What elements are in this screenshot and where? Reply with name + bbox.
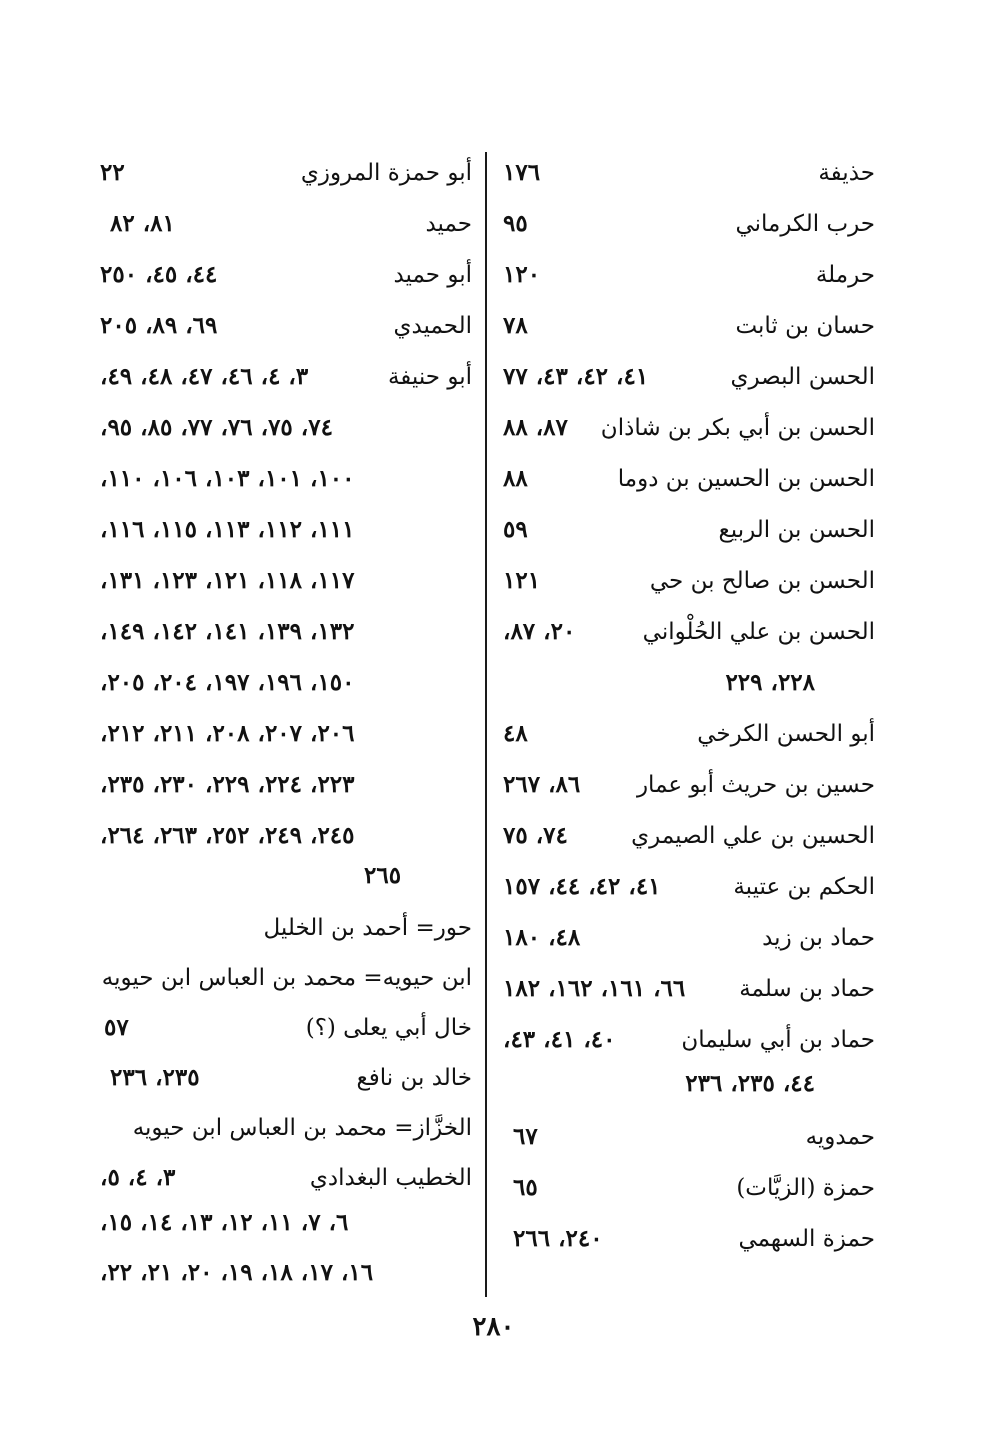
entry-pages: ١١١، ١١٢، ١١٣، ١١٥، ١١٦، xyxy=(100,516,355,543)
index-entry-continuation xyxy=(92,660,472,706)
entry-pages: ٣، ٤، ٤٦، ٤٧، ٤٨، ٤٩، xyxy=(100,363,309,390)
index-entry xyxy=(495,1165,875,1211)
index-entry xyxy=(495,711,875,757)
entry-pages: ١٠٠، ١٠١، ١٠٣، ١٠٦، ١١٠، xyxy=(100,465,355,492)
index-entry xyxy=(495,558,875,604)
entry-pages: ٤٤، ٢٣٥، ٢٣٦ xyxy=(685,1070,815,1097)
index-entry xyxy=(495,966,875,1012)
entry-pages: ٨٦، ٢٦٧ xyxy=(503,771,581,798)
entry-name: أبو حنيفة xyxy=(387,364,472,390)
entry-name: خال أبي يعلى (؟) xyxy=(305,1015,472,1041)
entry-pages: ١٧٦ xyxy=(503,159,541,186)
entry-name: حماد بن سلمة xyxy=(739,976,875,1002)
entry-pages: ٧٤، ٧٥، ٧٦، ٧٧، ٨٥، ٩٥، xyxy=(100,414,333,441)
entry-pages: ٩٥ xyxy=(503,210,528,237)
entry-pages: ١٣٢، ١٣٩، ١٤١، ١٤٢، ١٤٩، xyxy=(100,618,355,645)
index-entry-continuation xyxy=(92,711,472,757)
index-entry xyxy=(92,1155,472,1201)
index-entry xyxy=(495,507,875,553)
column-divider xyxy=(485,152,487,1297)
entry-name: الحسن بن الحسين بن دوما xyxy=(617,466,875,492)
index-entry xyxy=(495,1216,875,1262)
entry-name: الخزَّاز= محمد بن العباس ابن حيويه xyxy=(132,1115,472,1141)
entry-pages: ٦٧ xyxy=(513,1123,538,1150)
index-entry-continuation xyxy=(92,1200,472,1246)
entry-pages: ٤٤، ٤٥، ٢٥٠ xyxy=(100,261,218,288)
index-entry-continuation xyxy=(92,1250,472,1296)
index-entry-continuation xyxy=(495,660,875,706)
entry-pages: ٧٨ xyxy=(503,312,528,339)
entry-pages: ٢٢٣، ٢٢٤، ٢٢٩، ٢٣٠، ٢٣٥، xyxy=(100,771,355,798)
entry-name: الحسن بن صالح بن حي xyxy=(649,568,875,594)
index-entry-continuation xyxy=(92,405,472,451)
entry-name: الحسن بن علي الحُلْواني xyxy=(642,619,875,645)
entry-pages: ١١٧، ١١٨، ١٢١، ١٢٣، ١٣١، xyxy=(100,567,355,594)
index-entry xyxy=(92,1105,472,1151)
entry-pages: ٨٧، ٨٨ xyxy=(503,414,568,441)
index-entry xyxy=(495,456,875,502)
index-entry xyxy=(92,252,472,298)
entry-pages: ٢٢ xyxy=(100,159,125,186)
entry-pages: ٦٦، ١٦١، ١٦٢، ١٨٢ xyxy=(503,975,686,1002)
entry-pages: ٦، ٧، ١١، ١٢، ١٣، ١٤، ١٥، xyxy=(100,1209,349,1236)
index-entry xyxy=(92,150,472,196)
entry-pages: ٢٣٥، ٢٣٦ xyxy=(110,1064,200,1091)
entry-name: حمزة (الزيَّات) xyxy=(736,1175,875,1201)
entry-name: الحسن بن الربيع xyxy=(718,517,875,543)
index-entry-continuation xyxy=(495,1061,875,1107)
index-entry xyxy=(495,1114,875,1160)
entry-pages: ٤١، ٤٢، ٤٤، ١٥٧ xyxy=(503,873,661,900)
entry-pages: ١٢٠ xyxy=(503,261,541,288)
entry-pages: ٢٦٥ xyxy=(364,862,402,889)
entry-pages: ١٥٠، ١٩٦، ١٩٧، ٢٠٤، ٢٠٥، xyxy=(100,669,355,696)
entry-name: حرب الكرماني xyxy=(735,211,875,237)
entry-pages: ٨١، ٨٢ xyxy=(110,210,175,237)
entry-name: الحسن بن أبي بكر بن شاذان xyxy=(600,415,875,441)
index-entry xyxy=(495,405,875,451)
index-entry xyxy=(495,1017,875,1063)
page-number: ٢٨٠ xyxy=(472,1312,515,1342)
entry-name: الحسن البصري xyxy=(730,364,875,390)
index-entry xyxy=(495,864,875,910)
entry-name: حذيفة xyxy=(818,160,875,186)
index-entry-continuation xyxy=(92,609,472,655)
entry-pages: ٥٧ xyxy=(104,1014,129,1041)
index-entry xyxy=(495,150,875,196)
index-entry xyxy=(92,1005,472,1051)
index-entry xyxy=(495,303,875,349)
entry-pages: ١٦، ١٧، ١٨، ١٩، ٢٠، ٢١، ٢٢، xyxy=(100,1259,374,1286)
entry-pages: ٧٤، ٧٥ xyxy=(503,822,568,849)
index-entry xyxy=(92,354,472,400)
entry-pages: ٢٠، ٨٧، xyxy=(503,618,576,645)
entry-pages: ٤٨، ١٨٠ xyxy=(503,924,581,951)
index-entry-continuation xyxy=(92,456,472,502)
entry-name: الحميدي xyxy=(393,313,472,339)
entry-name: أبو حمزة المروزي xyxy=(300,160,472,186)
entry-pages: ٢٤٠، ٢٦٦ xyxy=(513,1225,603,1252)
entry-name: حور= أحمد بن الخليل xyxy=(263,915,472,941)
entry-name: حماد بن زيد xyxy=(762,925,875,951)
entry-name: أبو الحسن الكرخي xyxy=(697,721,875,747)
index-entry xyxy=(92,303,472,349)
index-entry-continuation xyxy=(92,853,472,899)
entry-pages: ٢٤٥، ٢٤٩، ٢٥٢، ٢٦٣، ٢٦٤، xyxy=(100,822,355,849)
index-entry xyxy=(92,1055,472,1101)
entry-pages: ٦٥ xyxy=(513,1174,538,1201)
index-entry xyxy=(495,609,875,655)
entry-pages: ٤٠، ٤١، ٤٣، xyxy=(503,1026,616,1053)
entry-pages: ٢٢٨، ٢٢٩ xyxy=(725,669,815,696)
entry-name: حمزة السهمي xyxy=(738,1226,875,1252)
entry-pages: ٤١، ٤٢، ٤٣، ٧٧ xyxy=(503,363,649,390)
index-entry xyxy=(495,762,875,808)
entry-name: حسان بن ثابت xyxy=(735,313,875,339)
index-entry xyxy=(495,354,875,400)
index-entry xyxy=(92,905,472,951)
index-entry xyxy=(92,201,472,247)
index-entry-continuation xyxy=(92,558,472,604)
index-entry xyxy=(495,252,875,298)
entry-name: حرملة xyxy=(815,262,875,288)
entry-name: أبو حميد xyxy=(393,262,472,288)
entry-name: حميد xyxy=(425,211,472,237)
entry-name: حماد بن أبي سليمان xyxy=(681,1027,875,1053)
index-entry-continuation xyxy=(92,507,472,553)
index-entry xyxy=(92,955,472,1001)
entry-name: الحكم بن عتيبة xyxy=(733,874,875,900)
entry-pages: ٣، ٤، ٥، xyxy=(100,1164,176,1191)
index-entry xyxy=(495,813,875,859)
entry-pages: ١٢١ xyxy=(503,567,541,594)
entry-pages: ٤٨ xyxy=(503,720,528,747)
entry-name: حسين بن حريث أبو عمار xyxy=(636,772,875,798)
entry-name: خالد بن نافع xyxy=(356,1065,472,1091)
entry-name: حمدويه xyxy=(805,1124,875,1150)
entry-pages: ٥٩ xyxy=(503,516,528,543)
entry-name: الحسين بن علي الصيمري xyxy=(631,823,875,849)
entry-pages: ٦٩، ٨٩، ٢٠٥ xyxy=(100,312,218,339)
entry-name: ابن حيويه= محمد بن العباس ابن حيويه xyxy=(101,965,472,991)
index-entry xyxy=(495,915,875,961)
entry-name: الخطيب البغدادي xyxy=(309,1165,472,1191)
entry-pages: ٨٨ xyxy=(503,465,528,492)
index-entry-continuation xyxy=(92,762,472,808)
entry-pages: ٢٠٦، ٢٠٧، ٢٠٨، ٢١١، ٢١٢، xyxy=(100,720,355,747)
index-entry xyxy=(495,201,875,247)
